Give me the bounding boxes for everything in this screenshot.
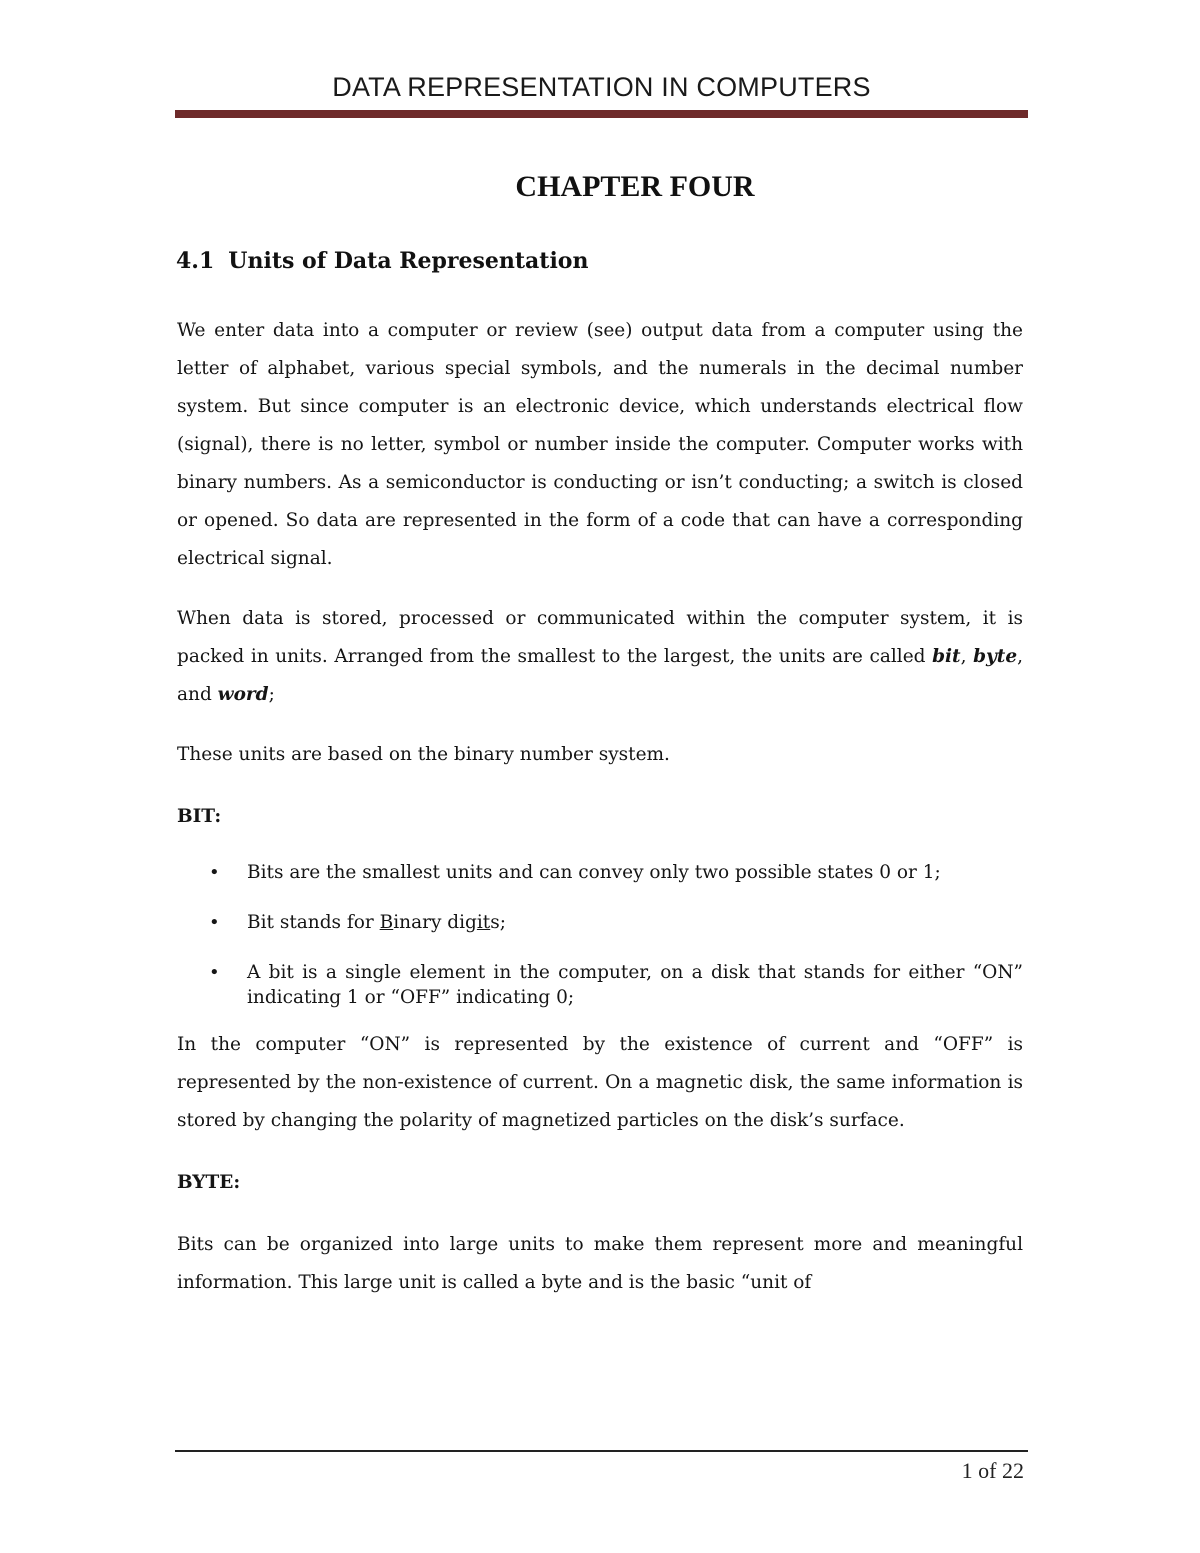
bullet-text-part: inary dig: [393, 912, 477, 933]
on-off-paragraph: In the computer “ON” is represented by the existence of current and “OFF” is represented by the non-existence of current. On a magnetic disk, the same information is stored by changing the polarity of magnetized particles on the disk’s surface.: [177, 1034, 1023, 1131]
running-header: DATA REPRESENTATION IN COMPUTERS: [332, 72, 871, 102]
chapter-title: CHAPTER FOUR: [515, 170, 755, 203]
section-number: 4.1: [176, 248, 215, 274]
section-heading: [176, 248, 588, 274]
bullet-icon: •: [209, 862, 220, 883]
list-item: [177, 910, 1023, 935]
bullet-text: A bit is a single element in the computer, on a disk that stands for either “ON” indicating 1 or “OFF” indicating 0;: [247, 962, 1023, 1008]
bullet-text-part: Bit stands for: [247, 912, 380, 933]
bit-label: BIT:: [177, 806, 222, 827]
byte-label: BYTE:: [177, 1172, 241, 1193]
unit-byte: byte: [973, 646, 1018, 667]
binary-basis-paragraph: These units are based on the binary number system.: [177, 744, 670, 765]
list-item: [177, 960, 1023, 1010]
bullet-text-underlined: it: [476, 912, 491, 933]
units-prefix: When data is stored, processed or communicated within the computer system, it is packed in units. Arranged from the smallest to the largest, the units are called: [177, 608, 1023, 667]
list-item: [177, 860, 1023, 885]
units-sep-comma: ,: [960, 646, 974, 667]
bullet-text-underlined: B: [379, 912, 394, 933]
footer-rule: [175, 1450, 1028, 1452]
unit-word: word: [217, 684, 269, 705]
intro-paragraph: We enter data into a computer or review (see) output data from a computer using the letter of alphabet, various special symbols, and the numerals in the decimal number system. But since computer is an electronic device, which understands electrical flow (signal), there is no letter, symbol or number inside the computer. Computer works with binary numbers. As a semiconductor is conducting or isn’t conducting; a switch is closed or opened. So data are represented in the form of a code that can have a corresponding electrical signal.: [177, 320, 1023, 569]
page-number: 1 of 22: [961, 1458, 1024, 1483]
byte-intro-paragraph: Bits can be organized into large units to make them represent more and meaningful information. This large unit is called a byte and is the basic “unit of: [177, 1234, 1023, 1293]
body-text: [177, 312, 1023, 1302]
units-paragraph: [177, 600, 1023, 714]
unit-bit: bit: [932, 646, 961, 667]
units-sep-end: ;: [268, 684, 275, 705]
units-sep-and: , and: [177, 646, 1023, 705]
bullet-text-part: s;: [490, 912, 506, 933]
bullet-text: Bits are the smallest units and can convey only two possible states 0 or 1;: [247, 862, 941, 883]
bullet-icon: •: [209, 912, 220, 933]
section-title: Units of Data Representation: [228, 248, 589, 274]
header-rule: [175, 110, 1028, 118]
bullet-icon: •: [209, 962, 220, 983]
bit-bullet-list: [177, 860, 1023, 1010]
